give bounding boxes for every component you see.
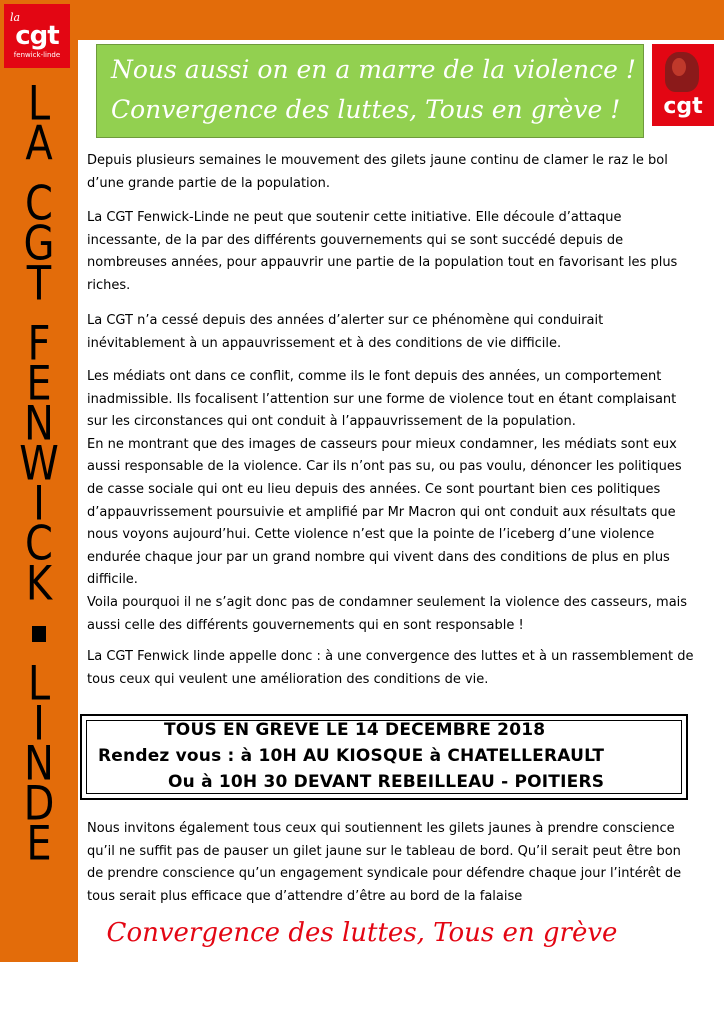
vertical-title-letter: N (24, 396, 54, 452)
vertical-title-letter: G (23, 216, 55, 272)
sidebar (0, 0, 78, 962)
vertical-title-dash (32, 626, 46, 642)
paragraph-invitation: Nous invitons également tous ceux qui soutiennent les gilets jaunes à prendre conscience qu’il ne suffit pas de pauser un gilet jaune sur le tableau de bord. Qu’il serait peut être bon de prendre conscience qu’un engagement syndicale pour défendre chaque jour l’intérêt de tous serait plus efficace que d’attendre d’être au bord de la falaise (87, 821, 682, 904)
corner-logo-name: cgt (663, 94, 703, 119)
paragraph-support: La CGT Fenwick-Linde ne peut que soutenir cette initiative. Elle découle d’attaque incessante, de la par des différents gouvernements qui se sont succédé depuis de nombreuses années, pour appauvrir une partie de la population tout en favorisant les plus riches. (87, 210, 678, 293)
vertical-title-letter: K (25, 556, 53, 612)
vertical-title-letter: D (23, 776, 55, 832)
logo-name: cgt (15, 21, 59, 51)
vertical-title-letter: T (26, 256, 52, 312)
vertical-title-letter: W (19, 436, 59, 492)
headline-banner (96, 44, 644, 138)
vertical-title-letter: N (24, 736, 54, 792)
headline-line-1: Nous aussi on en a marre de la violence ! (111, 55, 636, 84)
vertical-title-letter: C (25, 516, 53, 572)
paragraph-media: Les médiats ont dans ce conflit, comme ils le font depuis des années, un comportement inadmissible. Ils focalisent l’attention sur une forme de violence tout en étant complaisant sur les circonstances qui ont conduit à l’appauvrissement de la population. En ne montrant que des images de casseurs pour mieux condamner, les médiats sont eux aussi responsable de la violence. Car ils n’ont pas su, ou pas voulu, dénoncer les politiques de casse sociale qui ont eu lieu depuis des années. Ce sont pourtant bien ces politiques d’appauvrissement poursuivie et amplifié par Mr Macron qui ont conduit aux résultats que nous voyons aujourd’hui. Cette violence n’est que la pointe de l’iceberg d’une violence endurée chaque jour par un grand nombre qui vivent dans des conditions de plus en plus difficile. Voila pourquoi il ne s’agit donc pas de condamner seulement la violence des casseurs, mais aussi celle des différents gouvernements qui en sont responsable ! (87, 369, 688, 633)
logo-prefix: la (10, 11, 21, 24)
vertical-title-letter: I (33, 476, 45, 532)
vertical-title-letter: C (25, 176, 53, 232)
cgt-logo (4, 4, 70, 68)
footer-slogan: Convergence des luttes, Tous en grève (106, 918, 618, 948)
paragraph-call: La CGT Fenwick linde appelle donc : à une convergence des luttes et à un rassemblement de tous ceux qui veulent une amélioration des conditions de vie. (87, 649, 694, 687)
logo-subtitle: fenwick-linde (13, 51, 61, 59)
vertical-title-letter: A (25, 116, 53, 172)
paragraph-alert: La CGT n’a cessé depuis des années d’alerter sur ce phénomène qui conduirait inévitablement à un appauvrissement et à des conditions de vie difficile. (87, 313, 604, 351)
vertical-title-letter: E (26, 356, 52, 412)
vertical-title-letter: L (27, 656, 51, 712)
strike-notice-box (80, 714, 688, 800)
vertical-title-letter: E (26, 816, 52, 872)
headline-line-2: Convergence des luttes, Tous en grève ! (111, 95, 621, 124)
vertical-title-letter: F (27, 316, 51, 372)
cgt-fist-logo (652, 44, 714, 126)
vertical-title-letter: L (27, 76, 51, 132)
rendezvous-poitiers: Ou à 10H 30 DEVANT REBEILLEAU - POITIERS (168, 772, 605, 792)
vertical-title-letter: I (33, 696, 45, 752)
top-orange-band (0, 0, 724, 40)
vertical-title (0, 76, 78, 872)
paragraph-intro: Depuis plusieurs semaines le mouvement des gilets jaune continu de clamer le raz le bol d’une grande partie de la population. (87, 153, 668, 191)
strike-date: TOUS EN GREVE LE 14 DECEMBRE 2018 (164, 720, 546, 740)
rendezvous-chatellerault: Rendez vous : à 10H AU KIOSQUE à CHATELLERAULT (98, 746, 605, 766)
